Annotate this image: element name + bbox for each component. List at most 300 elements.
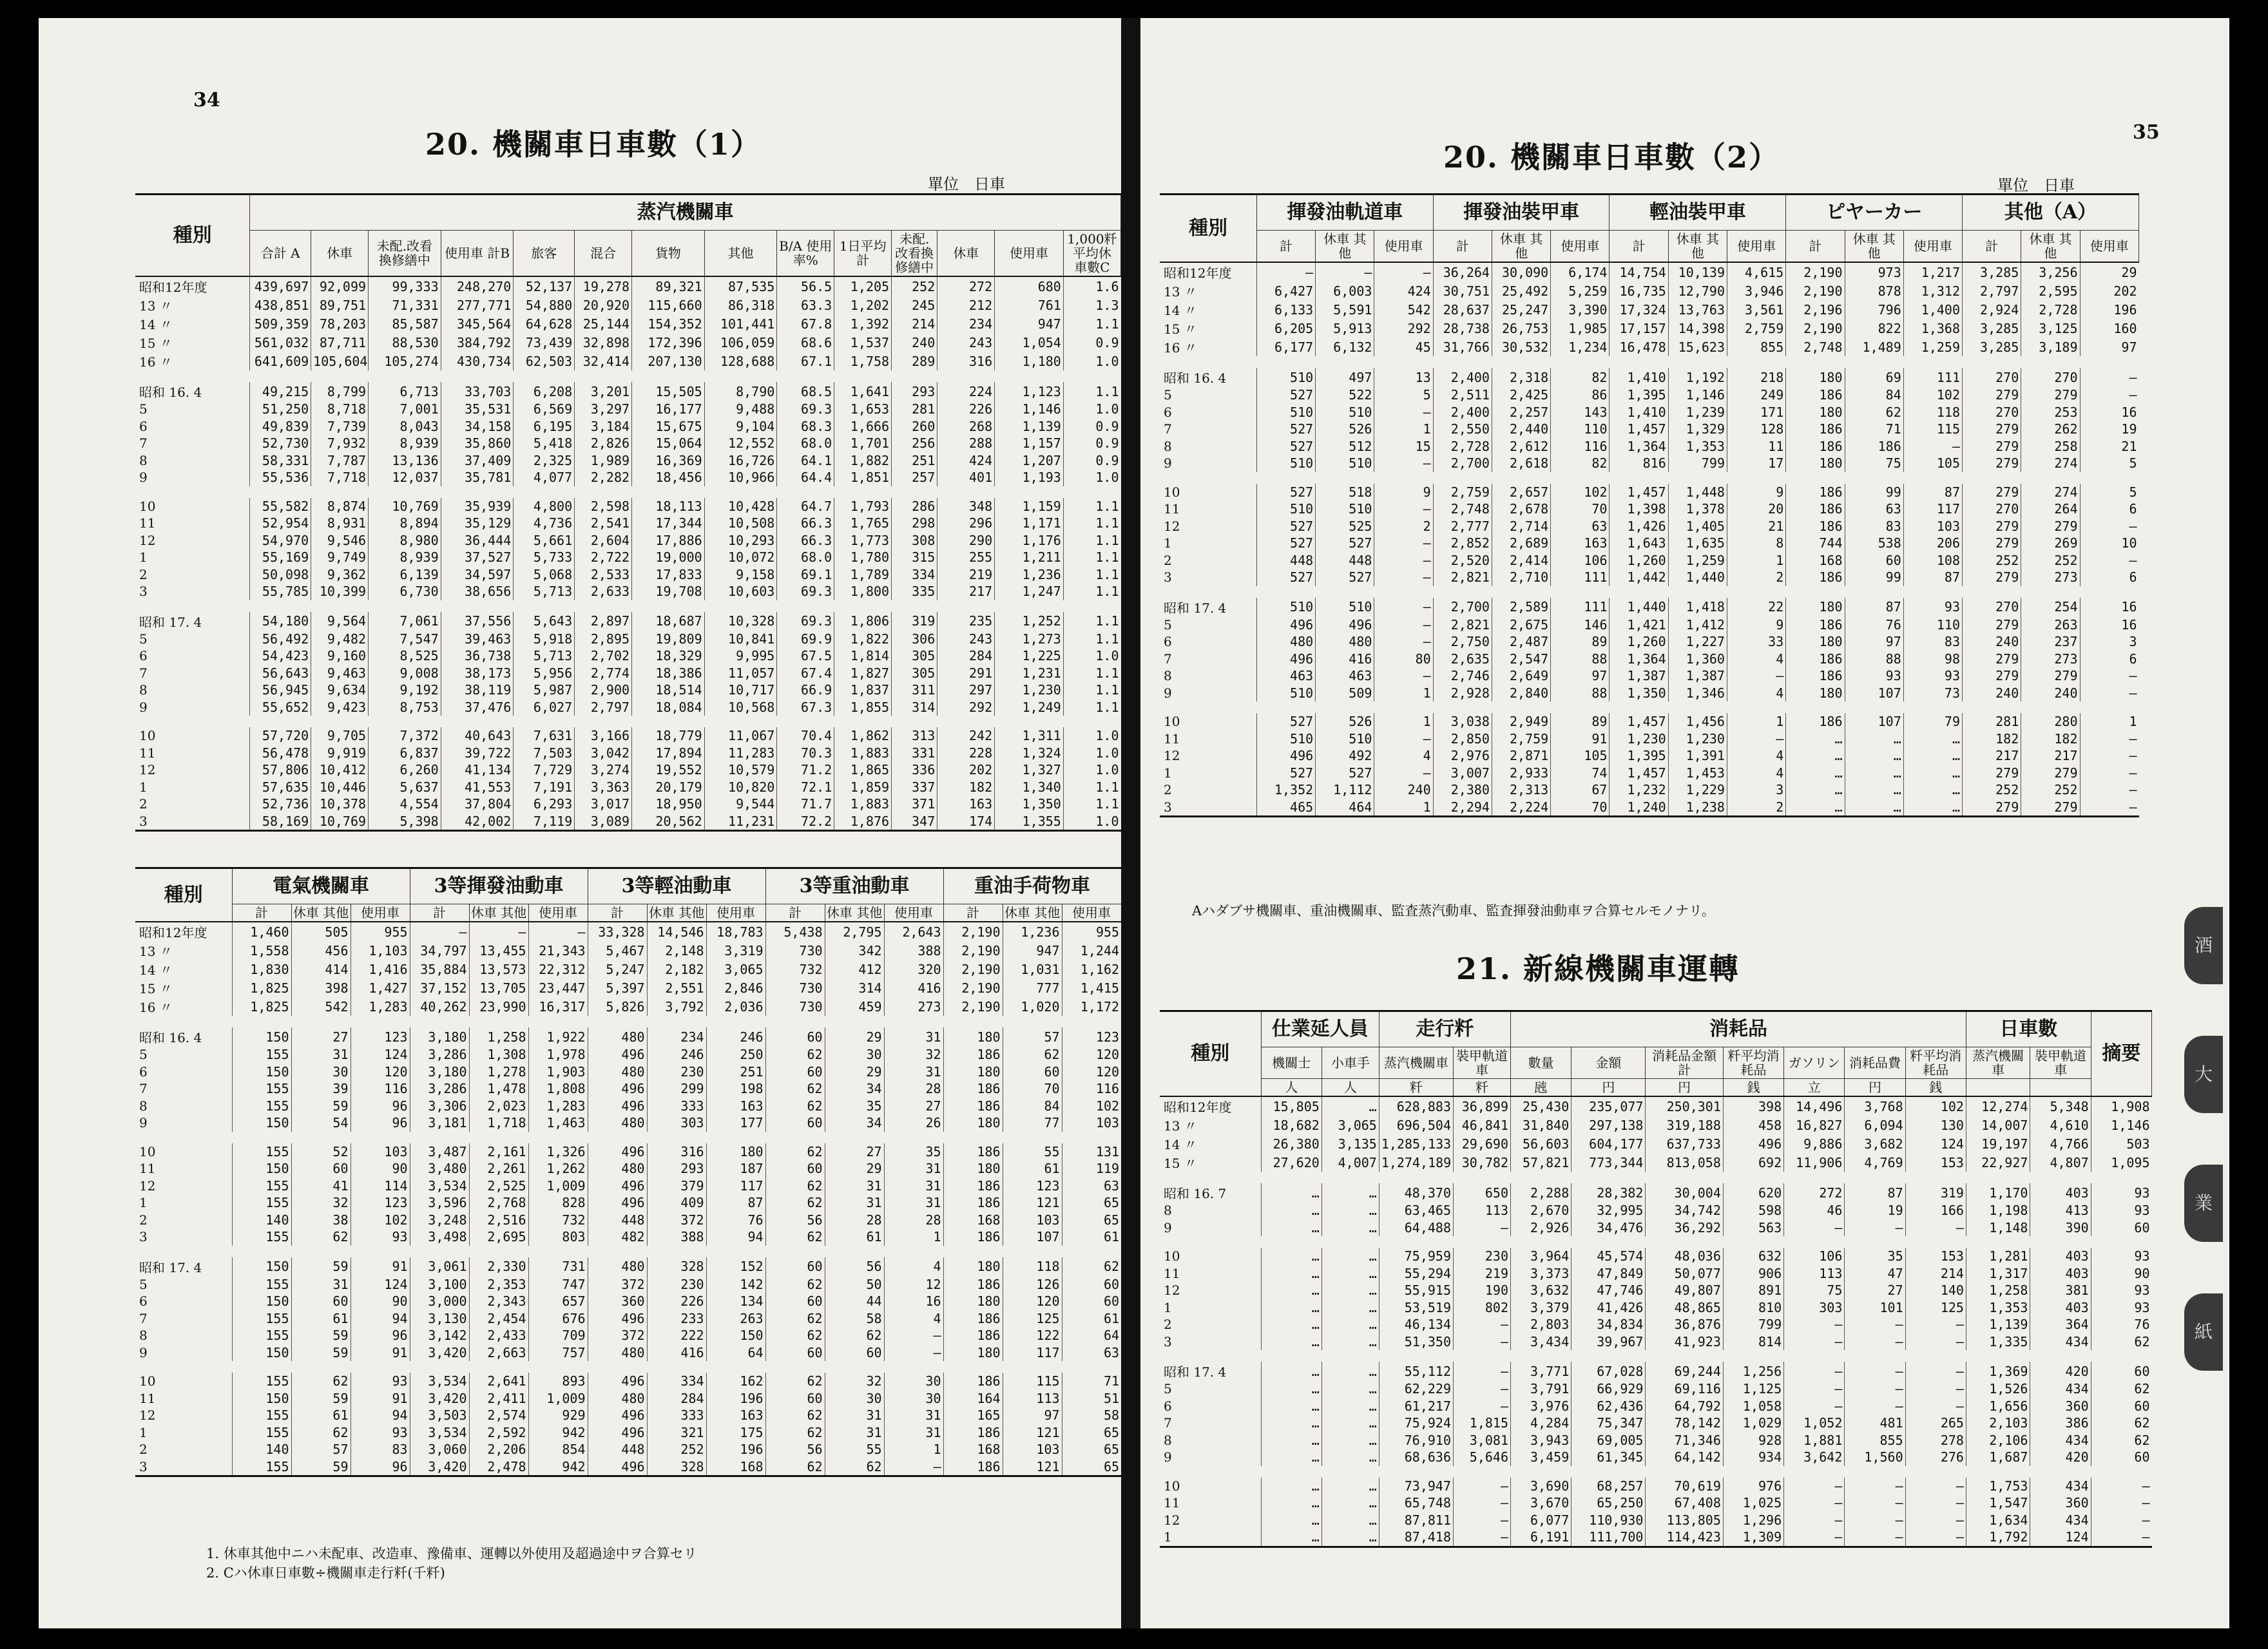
table-cell: 279 [1963,535,2021,552]
table-cell: 1,308 [469,1046,528,1063]
table-cell: 1,283 [351,997,410,1016]
table-cell: 2,750 [1433,633,1492,651]
table-cell: 4 [1727,651,1785,668]
table-cell: 855 [1845,1432,1905,1449]
table-cell: 379 [647,1177,706,1195]
table-row [1160,1183,2152,1202]
table-cell: 226 [937,401,995,418]
table-cell: 10,579 [704,761,777,779]
table-cell: 20,920 [575,296,632,314]
table-cell: 71.7 [777,796,834,813]
table-cell: 240 [892,333,937,352]
table-cell: 155 [232,1143,291,1161]
table-cell: 19,708 [632,583,705,600]
table-cell: 2,190 [1786,319,1845,338]
other-sub-header: 計 [1256,231,1315,263]
other-group-header: ピヤーカー [1786,195,1963,231]
table-cell: 1,765 [834,515,892,532]
table-cell: 121 [1003,1458,1062,1476]
table-cell: 9 [1727,484,1785,501]
table-cell: 29 [825,1027,884,1046]
table-cell: 9,160 [311,647,369,665]
table-cell: 1,256 [1723,1362,1783,1380]
table-cell: 61 [1062,1228,1121,1246]
spacer-cell [1160,701,2139,713]
table-cell: 196 [706,1441,765,1458]
table-cell: 67,028 [1571,1362,1646,1380]
table-cell: 130 [1905,1116,1966,1134]
railcar-group-header: 3等輕油動車 [588,868,765,904]
table-cell: 1,387 [1668,667,1727,685]
table-cell: 62 [765,1046,825,1063]
table-cell: 75,959 [1379,1248,1453,1265]
table-cell: 273 [2021,569,2080,586]
table-cell: — [1845,1219,1905,1237]
table-cell: 1,225 [995,647,1064,665]
table-row [1160,730,2139,748]
steam-sub-header: 使用車 計B [441,231,514,277]
table-cell: 71 [1062,1373,1121,1390]
table-cell: — [1374,633,1433,651]
table-cell: 37,152 [410,978,469,997]
row-label: 9 [139,699,148,715]
railcar-group-header: 重油手荷物車 [943,868,1121,904]
table-cell: 103 [1903,518,1962,535]
table-cell: 38 [291,1212,351,1229]
table-cell: … [1903,781,1962,799]
table-cell: 510 [1256,455,1315,472]
table-cell: — [1454,1478,1511,1495]
table-cell: 1,125 [1723,1380,1783,1398]
table-cell: 3,690 [1511,1478,1571,1495]
railcar-group-header: 3等揮發油動車 [410,868,588,904]
table-cell: 1,815 [1454,1415,1511,1432]
table-cell: 150 [232,1063,291,1081]
operation-sub-header: 消耗品金額計 [1646,1047,1723,1079]
table-cell: 2,933 [1492,765,1550,782]
table-cell: 1,193 [995,469,1064,486]
table-cell: — [1256,262,1315,281]
table-cell: 286 [892,498,937,515]
table-cell: 270 [2021,368,2080,386]
table-cell: 2,675 [1492,616,1550,634]
edge-tab[interactable]: 紙 [2184,1293,2223,1371]
table-cell: 1.1 [1063,612,1120,631]
table-cell: 942 [528,1458,588,1476]
table-cell: 650 [1454,1183,1511,1202]
table-cell: 41,134 [441,761,514,779]
table-cell: 1,837 [834,682,892,699]
table-cell: 39,967 [1571,1333,1646,1351]
table-cell: 976 [1723,1478,1783,1495]
table-cell: 6,177 [1256,338,1315,356]
table-cell: 9,008 [369,665,441,682]
table-cell: 70.3 [777,745,834,762]
table-cell: 4,615 [1727,262,1785,281]
table-row [1160,1248,2152,1265]
table-cell: — [2080,552,2138,569]
row-label: 昭和12年度 [139,925,207,940]
table-cell: 62,436 [1571,1398,1646,1415]
table-cell: 1,230 [1668,730,1727,748]
table-row [1160,1282,2152,1299]
table-cell: 67 [1551,781,1610,799]
table-cell: 3,065 [706,960,765,978]
table-cell: 64,792 [1646,1398,1723,1415]
table-cell: 27 [1845,1282,1905,1299]
table-cell: — [1845,1529,1905,1547]
table-cell: … [1786,781,1845,799]
table-cell: 116 [1551,438,1610,455]
table-cell: 89 [1551,633,1610,651]
table-cell: 3,503 [410,1407,469,1424]
row-label: 14 〃 [139,962,173,978]
table-cell: 480 [588,1390,647,1407]
table-cell: 18,084 [632,699,705,716]
table-row [1160,1202,2152,1219]
table-cell: 150 [232,1257,291,1276]
table-cell: 253 [2021,404,2080,421]
table-cell: 3,363 [575,779,632,796]
table-cell: 279 [1963,484,2021,501]
table-cell: 59 [291,1257,351,1276]
table-cell: — [1784,1380,1845,1398]
table-cell: 93 [351,1424,410,1442]
table-cell: 25,247 [1492,300,1550,319]
table-cell: 1,773 [834,532,892,549]
table-cell: 280 [2021,713,2080,730]
table-cell: — [2091,1478,2151,1495]
table-cell: 542 [1374,300,1433,319]
table-cell: 496 [588,1080,647,1098]
table-cell: 126 [1003,1276,1062,1293]
table-cell: 16,726 [704,452,777,470]
table-cell: 1,855 [834,699,892,716]
table-cell: 35,884 [410,960,469,978]
table-cell: 2,663 [469,1344,528,1362]
row-label: 1 [139,1195,148,1211]
table-cell: 279 [2021,518,2080,535]
railcar-sub-header: 計 [232,904,291,922]
table-cell: 70.4 [777,727,834,745]
table-cell: 1,240 [1610,799,1668,817]
table-cell: 6,132 [1316,338,1374,356]
table-cell: 36,264 [1433,262,1492,281]
table-cell: 10,139 [1668,262,1727,281]
table-cell: 2,670 [1511,1202,1571,1219]
table-cell: 106,059 [704,333,777,352]
row-label: 3 [1164,799,1172,815]
table-cell: 1,329 [1668,421,1727,438]
table-row [135,1373,1121,1390]
table-cell: 2,700 [1433,455,1492,472]
table-cell: 731 [528,1257,588,1276]
table-cell: 117 [706,1177,765,1195]
table-cell: 48,865 [1646,1299,1723,1317]
table-cell: 15,505 [632,382,705,401]
table-cell: 31 [825,1177,884,1195]
table-cell: 2,036 [706,997,765,1016]
row-label: 2 [139,796,148,812]
table-row [1160,765,2139,782]
table-cell: 1,123 [995,382,1064,401]
table-row [1160,685,2139,702]
table-row [135,612,1121,631]
table-cell: 7,061 [369,612,441,631]
table-cell: 730 [765,997,825,1016]
table-cell: 198 [706,1080,765,1098]
table-cell: 16 [2080,404,2138,421]
table-cell: 5,637 [369,779,441,796]
table-cell: 1,236 [995,566,1064,584]
table-cell: 2,330 [469,1257,528,1276]
table-cell: 2,759 [1727,319,1785,338]
table-cell: 4,800 [514,498,575,515]
table-cell: 279 [1963,799,2021,817]
table-cell: 196 [706,1390,765,1407]
table-cell: 274 [2021,484,2080,501]
table-cell: 120 [1062,1063,1121,1081]
table-cell: 47,849 [1571,1265,1646,1282]
unit-cell: 粁 [1379,1079,1453,1097]
table-row [1160,1398,2152,1415]
table-cell: 1 [884,1441,943,1458]
table-cell: 2,414 [1492,552,1550,569]
table-cell: 10,072 [704,549,777,566]
table-cell: 5 [2080,484,2138,501]
table-cell: — [1903,438,1962,455]
table-cell: 62 [1062,1257,1121,1276]
table-cell: 15,064 [632,435,705,452]
table-cell: 761 [995,296,1064,314]
table-cell: 87,711 [311,333,369,352]
table-cell: 124 [2030,1529,2091,1547]
table-cell: 12 [884,1276,943,1293]
table-cell: 235 [937,612,995,631]
table-cell: 2,714 [1492,518,1550,535]
table-cell: … [1321,1333,1379,1351]
table-row [1160,633,2139,651]
table-cell: 632 [1723,1248,1783,1265]
table-cell: 9,544 [704,796,777,813]
label-header: 種別 [135,195,250,277]
table-cell: 1 [1727,552,1785,569]
table-cell: 3 [1727,781,1785,799]
table-cell: 123 [1003,1177,1062,1195]
table-cell: 72.1 [777,779,834,796]
table-cell: 5,259 [1551,281,1610,300]
table-cell: 313 [892,727,937,745]
table-cell: 5,646 [1454,1449,1511,1466]
table-cell: 76 [2091,1316,2151,1333]
table-row [1160,300,2139,319]
table-cell: 1,236 [1003,922,1062,941]
remarks-header: 摘要 [2091,1011,2151,1097]
table-cell: 2,547 [1492,651,1550,668]
row-label: 14 〃 [139,317,173,332]
table-cell: 60 [2091,1362,2151,1380]
table-cell: 12,037 [369,469,441,486]
table-row [135,1257,1121,1276]
table-cell: 27,620 [1261,1153,1321,1172]
row-label: 11 [1164,501,1180,517]
table-cell: 2,700 [1433,598,1492,616]
table-cell: 160 [2080,319,2138,338]
row-spacer [135,1016,1121,1027]
table-row [135,333,1121,352]
table-cell: 1,368 [1903,319,1962,338]
table-cell: 403 [2030,1248,2091,1265]
table-cell: 4,007 [1321,1153,1379,1172]
table-cell: 3,061 [410,1257,469,1276]
table-cell: 480 [588,1114,647,1132]
table-cell: 16,478 [1610,338,1668,356]
table-cell: 503 [2091,1134,2151,1153]
table-cell: 1.1 [1063,699,1120,716]
table-cell: 9,705 [311,727,369,745]
table-cell: 240 [1963,685,2021,702]
table-cell: 85,587 [369,314,441,333]
table-cell: 2,643 [884,922,943,941]
table-cell: 67.5 [777,647,834,665]
row-label: 1 [139,1424,148,1440]
table-cell: 372 [588,1327,647,1344]
table-cell: 2,633 [575,583,632,600]
table-cell: 279 [1963,421,2021,438]
table-cell: … [1261,1282,1321,1299]
row-label: 3 [139,1458,148,1474]
table-cell: 155 [232,1424,291,1442]
table-cell: — [884,1327,943,1344]
table-cell: 4 [1727,685,1785,702]
row-label: 8 [139,682,148,698]
table-cell: 2,425 [1492,386,1550,404]
table-row [135,452,1121,470]
table-cell: 21,343 [528,941,588,960]
railcar-sub-header: 休車 其他 [291,904,351,922]
table-cell: 60 [765,1390,825,1407]
table-cell: 3,285 [1963,319,2021,338]
table-cell: 3,142 [410,1327,469,1344]
edge-tab[interactable]: 酒 [2184,907,2223,984]
operation-sub-header: 蒸汽機關車 [1966,1047,2030,1079]
table-cell: 403 [2030,1183,2091,1202]
table-cell: 20,562 [632,813,705,831]
table-cell: 75 [1845,455,1903,472]
table-cell: 31 [825,1407,884,1424]
table-row [135,1027,1121,1046]
table-cell: 1,180 [995,352,1064,370]
table-row [1160,319,2139,338]
table-cell: 125 [1905,1299,1966,1317]
row-label: 11 [139,515,156,531]
table-row [1160,368,2139,386]
table-cell: 2,759 [1433,484,1492,501]
table-cell: 76 [1845,616,1903,634]
table-cell: 78,203 [311,314,369,333]
table-cell: — [1374,500,1433,518]
table-row [135,583,1121,600]
table-cell: 128,688 [704,352,777,370]
table-cell: 19,809 [632,631,705,648]
table-cell: 8,525 [369,647,441,665]
table-cell: 19,552 [632,761,705,779]
table-cell: 799 [1668,455,1727,472]
row-label: 8 [139,1098,148,1114]
table-cell: 906 [1723,1265,1783,1282]
other-sub-header: 使用車 [1374,231,1433,263]
table-cell: 7,191 [514,779,575,796]
table-cell: 6,208 [514,382,575,401]
edge-tab[interactable]: 業 [2184,1165,2223,1242]
table-row [135,1114,1121,1132]
table-cell: 252 [2021,781,2080,799]
table-cell: 224 [937,382,995,401]
table-row [135,1276,1121,1293]
table-cell: 281 [892,401,937,418]
table-cell: 1,340 [995,779,1064,796]
edge-tab[interactable]: 大 [2184,1036,2223,1113]
table-row [135,922,1121,941]
table-cell: 6,139 [369,566,441,584]
table-cell: 381 [2030,1282,2091,1299]
footnote-2: 2. Cハ休車日車數÷機關車走行粁(千粁) [206,1565,445,1581]
table-cell: 420 [2030,1362,2091,1380]
table-cell: 465 [1256,799,1315,817]
table-cell: 48,370 [1379,1183,1453,1202]
table-cell: 1,281 [1966,1248,2030,1265]
table-cell: 2 [1727,799,1785,817]
table-cell: 217 [2021,747,2080,765]
table-cell: 256 [892,435,937,452]
table-cell: 281 [1963,713,2021,730]
table-cell: 1,258 [469,1027,528,1046]
table-row [135,418,1121,435]
table-cell: 8,894 [369,515,441,532]
table-row [135,1046,1121,1063]
table-cell: 73,439 [514,333,575,352]
table-cell: 1.1 [1063,779,1120,796]
table-cell: 64.7 [777,498,834,515]
table-cell: — [1374,552,1433,569]
table-cell: 320 [884,960,943,978]
table-cell: 1,865 [834,761,892,779]
table-cell: 150 [232,1160,291,1177]
table-cell: 16 [2080,598,2138,616]
railcar-sub-header: 使用車 [1062,904,1121,922]
table-cell: 34,597 [441,566,514,584]
table-cell: 3,256 [2021,262,2080,281]
row-label: 8 [139,452,148,468]
table-cell: 113 [1003,1390,1062,1407]
table-cell: … [1903,747,1962,765]
table-cell: 16,177 [632,401,705,418]
table-cell: 78,142 [1646,1415,1723,1432]
table-cell: 226 [647,1293,706,1310]
operation-sub-header: 金額 [1571,1047,1646,1079]
table-cell: 258 [2021,438,2080,455]
table-cell: 1,239 [1668,404,1727,421]
table-cell: 4 [1727,747,1785,765]
table-cell: 955 [1062,922,1121,941]
row-label: 11 [139,1390,156,1406]
unit-cell: 円 [1646,1079,1723,1097]
table-cell: — [1316,262,1374,281]
steam-sub-header: 其他 [704,231,777,277]
table-cell: 39,722 [441,745,514,762]
table-cell: 321 [647,1424,706,1442]
table-cell: 242 [937,727,995,745]
